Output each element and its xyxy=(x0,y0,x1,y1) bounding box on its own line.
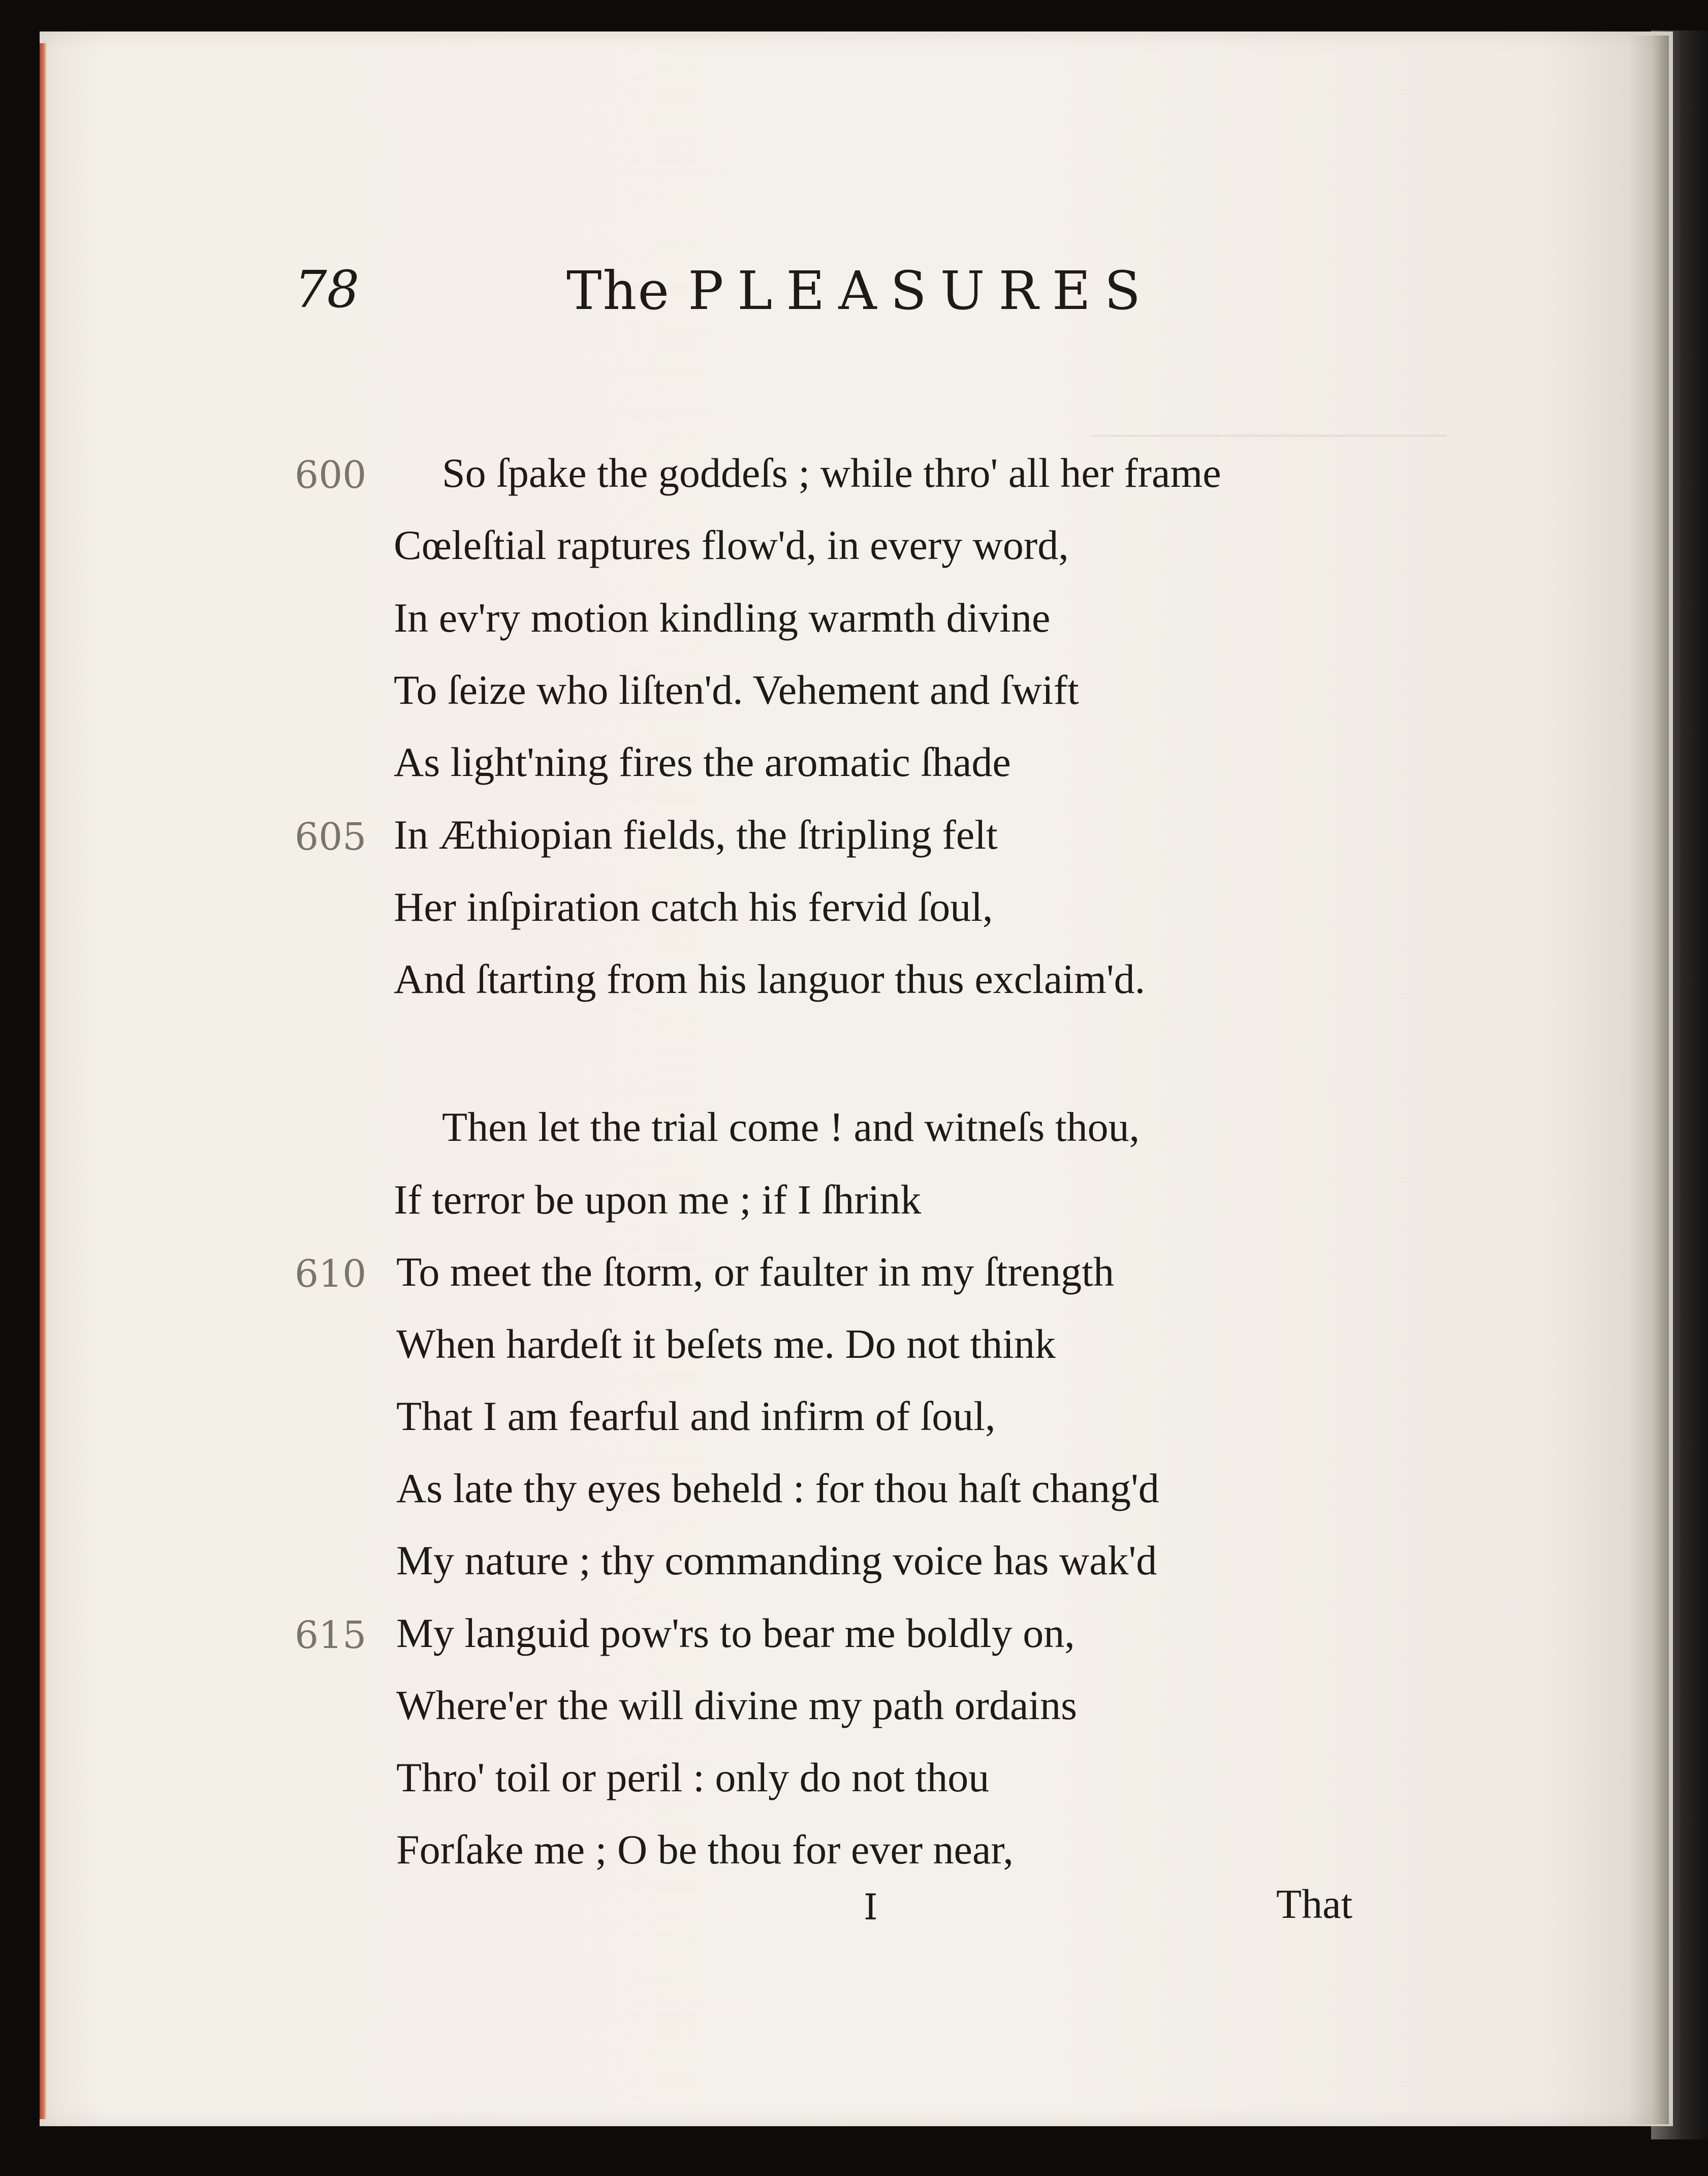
verse-line: In Æthiopian fields, the ſtripling felt xyxy=(394,812,998,858)
verse-line: That I am fearful and infirm of ſoul, xyxy=(396,1393,996,1439)
bleed-through: _________________ xyxy=(1092,394,1446,441)
verse-line: To ſeize who liſten'd. Vehement and ſwift xyxy=(394,667,1079,713)
red-page-edge xyxy=(40,43,47,2119)
verse-line: Then let the trial come ! and witneſs thou, xyxy=(442,1104,1140,1150)
running-head-title: PLEASURES xyxy=(688,260,1155,322)
verse-line: As late thy eyes beheld : for thou haſt chang'd xyxy=(396,1465,1159,1511)
line-number: 615 xyxy=(295,1613,367,1657)
verse-line: Where'er the will divine my path ordains xyxy=(396,1682,1078,1728)
page-curl-shadow xyxy=(1628,36,1669,2124)
running-head xyxy=(566,260,1155,322)
verse-line: My nature ; thy commanding voice has wak'd xyxy=(396,1537,1157,1583)
line-number: 605 xyxy=(295,815,367,859)
catchword: That xyxy=(1276,1881,1353,1927)
verse-line: Thro' toil or peril : only do not thou xyxy=(396,1754,990,1800)
verse-line: Cœleſtial raptures flow'd, in every word, xyxy=(394,522,1069,568)
line-number: 610 xyxy=(295,1252,367,1296)
signature-mark: I xyxy=(864,1886,878,1928)
verse-line: As light'ning fires the aromatic ſhade xyxy=(394,739,1011,785)
running-head-article: The xyxy=(566,260,671,322)
verse-line: If terror be upon me ; if I ſhrink xyxy=(394,1176,922,1223)
verse-line: Forſake me ; O be thou for ever near, xyxy=(396,1826,1014,1873)
line-number: 600 xyxy=(295,453,367,497)
page-number: 78 xyxy=(295,260,360,319)
paper-leaf xyxy=(40,32,1673,2126)
verse-line: In ev'ry motion kindling warmth divine xyxy=(394,595,1051,641)
verse-line: Her inſpiration catch his fervid ſoul, xyxy=(394,884,993,930)
verse-line: And ſtarting from his languor thus exclaim'd. xyxy=(394,956,1146,1002)
verse-line: When hardeſt it beſets me. Do not think xyxy=(396,1321,1056,1367)
verse-line: To meet the ſtorm, or faulter in my ſtrength xyxy=(396,1249,1114,1295)
verse-line: So ſpake the goddeſs ; while thro' all her frame xyxy=(442,450,1221,496)
verse-line: My languid pow'rs to bear me boldly on, xyxy=(396,1610,1075,1656)
